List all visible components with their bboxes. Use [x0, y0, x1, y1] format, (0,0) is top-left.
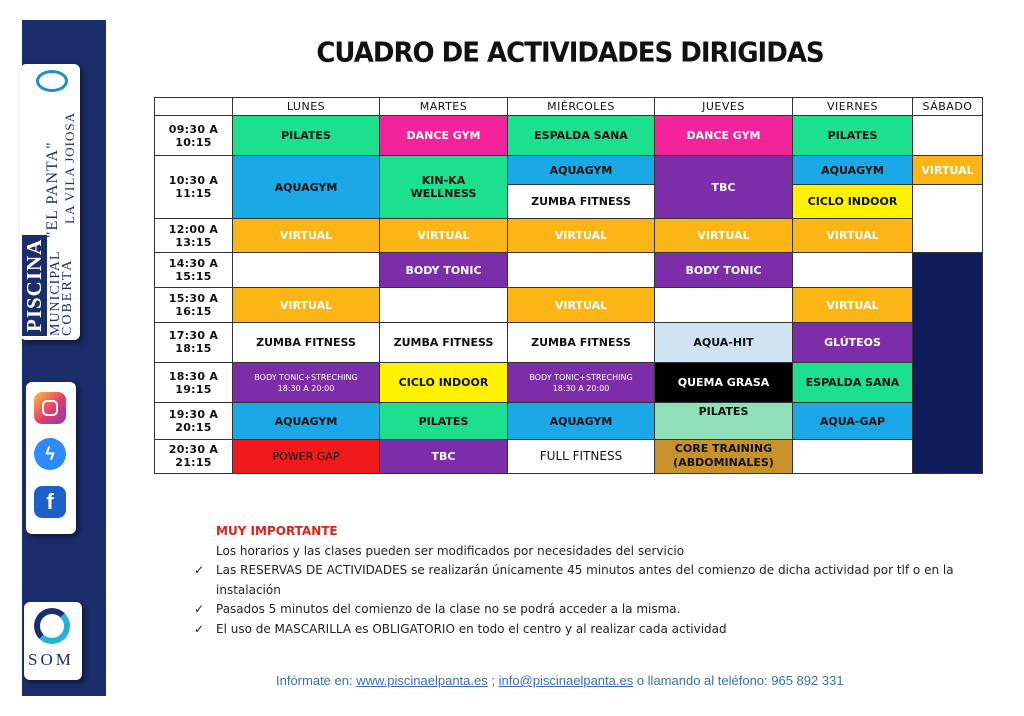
activity-cell: PILATES	[380, 403, 508, 439]
check-icon: ✓	[194, 621, 205, 636]
notes-intro: Los horarios y las clases pueden ser modificados por necesidades del servicio	[216, 543, 685, 558]
activity-cell: BODY TONIC	[380, 253, 508, 288]
activity-cell: VIRTUAL	[913, 156, 983, 184]
som-logo-icon	[34, 608, 70, 644]
empty-cell	[508, 253, 655, 288]
table-row	[155, 403, 983, 439]
day-header: LUNES	[233, 98, 380, 116]
table-row	[155, 253, 983, 288]
activity-cell: VIRTUAL	[380, 218, 508, 252]
table-row	[155, 322, 983, 362]
activity-cell: ZUMBA FITNESS	[233, 322, 380, 362]
activity-cell: VIRTUAL	[233, 218, 380, 252]
activity-cell: CICLO INDOOR	[380, 363, 508, 403]
activity-cell: ESPALDA SANA	[793, 363, 913, 403]
activity-cell: PILATES	[655, 403, 793, 439]
activity-cell: VIRTUAL	[655, 218, 793, 252]
social-card	[26, 382, 76, 534]
empty-cell	[380, 288, 508, 322]
activity-cell: KIN-KA WELLNESS	[380, 156, 508, 218]
activity-cell: VIRTUAL	[233, 288, 380, 322]
som-logo-text: SOM	[28, 650, 74, 669]
notes-item-continuation: instalación	[216, 582, 281, 597]
empty-cell	[793, 253, 913, 288]
som-logo-card	[24, 602, 82, 680]
activity-cell: GLÚTEOS	[793, 322, 913, 362]
activity-cell: VIRTUAL	[793, 218, 913, 252]
activity-cell: VIRTUAL	[508, 288, 655, 322]
time-cell: 10:30 A 11:15	[155, 156, 233, 218]
empty-cell	[233, 253, 380, 288]
activity-cell: AQUA-HIT	[655, 322, 793, 362]
header-row	[155, 98, 983, 116]
footer-separator: ;	[487, 673, 499, 688]
day-header: MIÉRCOLES	[508, 98, 655, 116]
table-row	[155, 288, 983, 322]
schedule-table	[154, 97, 983, 474]
day-header: VIERNES	[793, 98, 913, 116]
activity-cell: QUEMA GRASA	[655, 363, 793, 403]
brand-vila: LA VILA JOIOSA	[62, 112, 77, 224]
check-icon: ✓	[194, 602, 205, 616]
time-cell: 17:30 A 18:15	[155, 322, 233, 362]
activity-cell: CORE TRAINING (ABDOMINALES)	[655, 439, 793, 473]
activity-cell: TBC	[380, 439, 508, 473]
activity-cell: PILATES	[793, 116, 913, 156]
notes-heading: MUY IMPORTANTE	[216, 524, 338, 538]
activity-cell: AQUAGYM	[508, 156, 655, 184]
activity-cell: BODY TONIC+STRECHING 18:30 A 20:00	[508, 363, 655, 403]
table-row	[155, 156, 983, 184]
time-cell: 15:30 A 16:15	[155, 288, 233, 322]
brand-coberta: COBERTA	[60, 258, 75, 336]
time-cell: 12:00 A 13:15	[155, 218, 233, 252]
table-row	[155, 439, 983, 473]
page-title: CUADRO DE ACTIVIDADES DIRIGIDAS	[316, 37, 824, 69]
saturday-closed-block	[913, 253, 983, 474]
brand-municipal: MUNICIPAL	[48, 250, 63, 336]
table-row	[155, 363, 983, 403]
footer-prefix: Infórmate en:	[276, 673, 357, 688]
empty-cell	[913, 184, 983, 253]
empty-cell	[793, 439, 913, 473]
activity-cell: CICLO INDOOR	[793, 184, 913, 218]
activity-cell: ZUMBA FITNESS	[508, 184, 655, 218]
time-cell: 18:30 A 19:15	[155, 363, 233, 403]
piscina-logo-card	[20, 64, 80, 340]
website-link[interactable]: www.piscinaelpanta.es	[356, 673, 488, 688]
corner-cell	[155, 98, 233, 116]
wave-logo-icon	[36, 70, 68, 92]
activity-cell: TBC	[655, 156, 793, 218]
activity-cell: BODY TONIC+STRECHING 18:30 A 20:00	[233, 363, 380, 403]
activity-cell: ZUMBA FITNESS	[508, 322, 655, 362]
activity-cell: VIRTUAL	[508, 218, 655, 252]
activity-cell: AQUAGYM	[793, 156, 913, 184]
table-row	[155, 218, 983, 252]
brand-piscina: PISCINA	[22, 235, 47, 336]
day-header: MARTES	[380, 98, 508, 116]
time-cell: 20:30 A 21:15	[155, 439, 233, 473]
activity-cell: AQUAGYM	[233, 156, 380, 218]
activity-cell: PILATES	[233, 116, 380, 156]
day-header: JUEVES	[655, 98, 793, 116]
activity-cell: FULL FITNESS	[508, 439, 655, 473]
brand-el-panta: "EL PANTA"	[44, 141, 61, 238]
activity-cell: ZUMBA FITNESS	[380, 322, 508, 362]
empty-cell	[913, 116, 983, 156]
activity-cell: ESPALDA SANA	[508, 116, 655, 156]
messenger-icon[interactable]: ϟ	[34, 438, 66, 470]
day-header: SÁBADO	[913, 98, 983, 116]
activity-cell: POWER GAP	[233, 439, 380, 473]
activity-cell: BODY TONIC	[655, 253, 793, 288]
contact-footer	[276, 673, 844, 688]
instagram-icon[interactable]	[34, 392, 66, 424]
activity-cell: AQUA-GAP	[793, 403, 913, 439]
activity-cell: AQUAGYM	[233, 403, 380, 439]
notes-item: ✓ Las RESERVAS DE ACTIVIDADES se realizarán únicamente 45 minutos antes del comienzo de dicha actividad por tlf o en la	[190, 561, 1010, 581]
activity-cell: VIRTUAL	[793, 288, 913, 322]
notes-section	[190, 522, 1010, 639]
time-cell: 14:30 A 15:15	[155, 253, 233, 288]
time-cell: 19:30 A 20:15	[155, 403, 233, 439]
time-cell: 09:30 A 10:15	[155, 116, 233, 156]
facebook-icon[interactable]: f	[34, 486, 66, 518]
footer-phone: o llamando al teléfono: 965 892 331	[633, 673, 844, 688]
activity-cell: DANCE GYM	[655, 116, 793, 156]
check-icon: ✓	[194, 563, 205, 577]
notes-item: ✓ El uso de MASCARILLA es OBLIGATORIO en todo el centro y al realizar cada actividad	[190, 620, 1010, 640]
activity-cell: DANCE GYM	[380, 116, 508, 156]
table-row	[155, 116, 983, 156]
empty-cell	[655, 288, 793, 322]
email-link[interactable]: info@piscinaelpanta.es	[498, 673, 634, 688]
notes-item: ✓ Pasados 5 minutos del comienzo de la clase no se podrá acceder a la misma.	[190, 600, 1010, 620]
activity-cell: AQUAGYM	[508, 403, 655, 439]
